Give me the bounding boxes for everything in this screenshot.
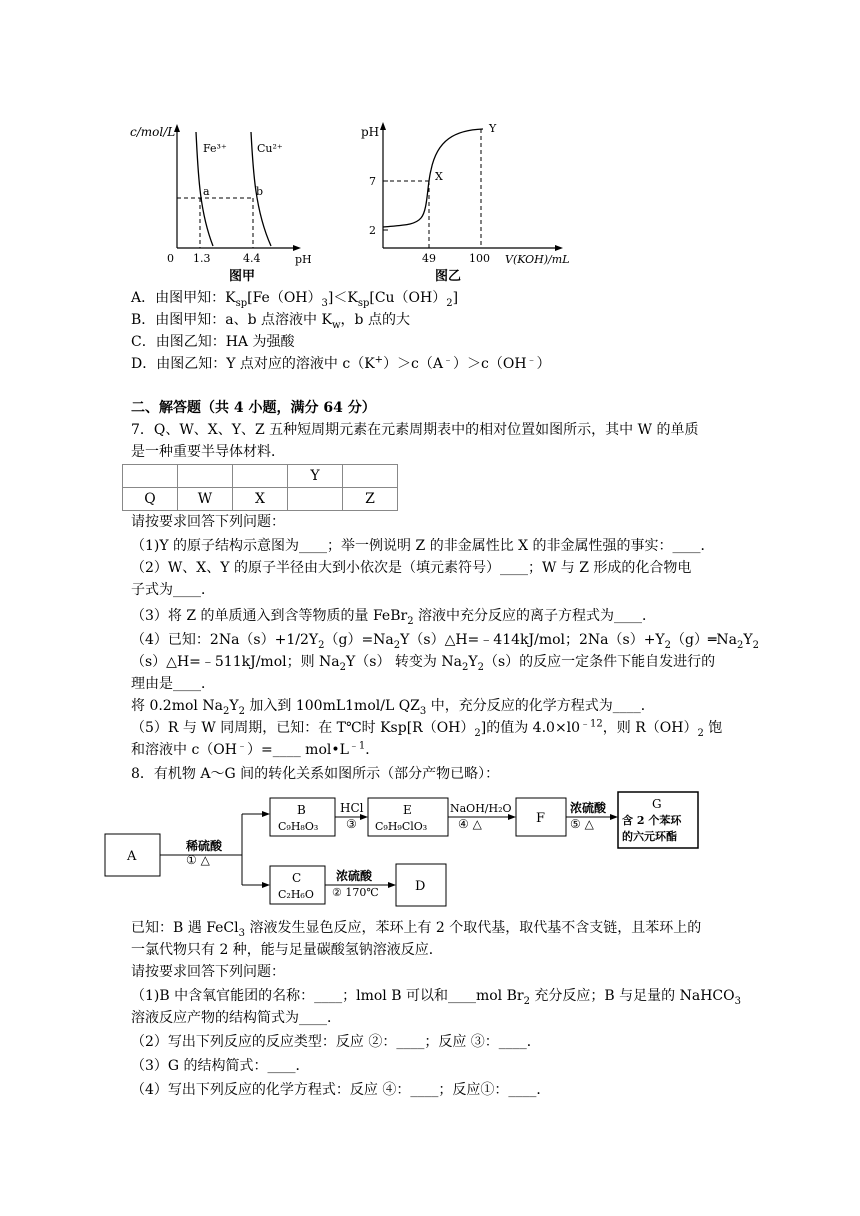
q8-stem: 8．有机物 A～G 间的转化关系如图所示（部分产物已略）：	[131, 766, 500, 782]
arrowhead-f	[508, 814, 516, 820]
jia-origin: 0	[167, 252, 174, 265]
q8-known-1: 已知：B 遇 FeCl$_3$ 溶液发生显色反应，苯环上有 2 个取代基，取代基不含支链，且苯环上的	[131, 920, 702, 939]
jia-point-b: b	[256, 185, 264, 198]
q7-part-5b: 和溶液中 c（OH﹣）=____ $mol•L^{﹣1}$．	[131, 740, 380, 758]
jia-point-a: a	[203, 185, 210, 198]
yi-ylabel: pH	[361, 125, 380, 139]
r3-condition: ③	[346, 817, 357, 831]
yi-y-arrow	[380, 122, 386, 130]
jia-label-fe: Fe³⁺	[203, 142, 227, 155]
q8-known-2: 一氯代物只有 2 种，能与足量碳酸氢钠溶液反应．	[131, 942, 443, 958]
q7-part-1: （1)Y 的原子结构示意图为____；举一例说明 Z 的非金属性比 X 的非金属性强的事实：____．	[131, 538, 715, 554]
q7-part-4c: 理由是____．	[131, 676, 215, 692]
table-cell: W	[178, 488, 233, 511]
q7-part-4d: 将 0.2mol $Na_2Y_2$ 加入到 100mL1mol/L $QZ_3$ 中，充分反应的化学方程式为____．	[131, 698, 655, 717]
r4-condition: ④ △	[458, 817, 482, 831]
q7-stem-2: 是一种重要半导体材料．	[131, 444, 285, 460]
q7-part-3: （3）将 Z 的单质通入到含等物质的量 FeBr$_2$ 溶液中充分反应的离子方程式为____．	[131, 608, 657, 627]
conversion-diagram	[100, 788, 720, 908]
r1-reagent: 稀硫酸	[186, 839, 223, 853]
box-d-label: D	[415, 879, 426, 894]
r2-reagent: 浓硫酸	[336, 869, 373, 883]
yi-xtick-100: 100	[469, 252, 490, 265]
arrowhead-d	[388, 882, 396, 888]
yi-point-x: X	[435, 170, 443, 183]
q8-part-2: （2）写出下列反应的反应类型：反应 ②：____；反应 ③：____．	[131, 1034, 541, 1050]
q7-stem-1: 7．Q、W、X、Y、Z 五种短周期元素在元素周期表中的相对位置如图所示，其中 W 的单质	[131, 422, 699, 438]
q8-part-1b: 溶液反应产物的结构简式为____．	[131, 1010, 341, 1026]
q7-intro: 请按要求回答下列问题：	[131, 514, 285, 530]
box-e-formula: C₉H₉ClO₃	[375, 820, 428, 833]
jia-label-cu: Cu²⁺	[257, 142, 283, 155]
q7-part-2a: （2）W、X、Y 的原子半径由大到小依次是（填元素符号）____；W 与 Z 形成的化合物电	[131, 560, 692, 576]
arrowhead-e	[360, 814, 368, 820]
jia-tick-2: 4.4	[243, 252, 261, 265]
q7-part-4a: （4）已知：$2Na(s)+1/2Y_2(g)=Na_2Y(s)\triangle H=﹣414kJ$/mol；$2Na(s)+Y_2(g)═Na_2Y_2$	[131, 632, 760, 651]
box-c-formula: C₂H₆O	[278, 888, 314, 901]
table-cell: Y	[288, 465, 343, 488]
q7-part-4b: （s）△H=﹣511kJ/mol；则 $Na_2Y(s)$ 转变为 $Na_2Y_2(s)$的反应一定条件下能自发进行的	[131, 654, 716, 673]
yi-xlabel: V(KOH)/mL	[505, 253, 570, 266]
yi-ytick-2: 2	[369, 224, 376, 237]
table-cell	[178, 465, 233, 488]
arrowhead-c	[262, 882, 270, 888]
r4-reagent: NaOH/H₂O	[450, 802, 512, 815]
yi-titration-curve	[383, 129, 483, 227]
table-cell: Z	[343, 488, 398, 511]
jia-caption: 图甲	[229, 269, 256, 284]
yi-caption: 图乙	[435, 269, 462, 284]
jia-x-arrow	[293, 245, 301, 251]
box-g-desc-2: 的六元环酯	[622, 830, 677, 843]
section-heading: 二、解答题（共 4 小题，满分 64 分）	[131, 400, 376, 416]
q7-part-5a: （5）R 与 W 同周期，已知：在 T℃时 $Ksp[R(OH)_2]$的值为 $4.0\times l0^{﹣12}$，则 $R(OH)_2$ 饱	[131, 718, 723, 739]
arrowhead-g	[610, 814, 618, 820]
box-f-label: F	[536, 811, 546, 826]
q8-part-1a: （1)B 中含氧官能团的名称：____；lmol B 可以和____mol $Br_2$ 充分反应；B 与足量的 NaHCO$_3$	[131, 988, 741, 1007]
r5-reagent: 浓硫酸	[570, 801, 607, 815]
option-c: C．由图乙知：HA 为强酸	[131, 334, 295, 350]
r2-condition: ② 170℃	[332, 886, 379, 899]
option-b: B．由图甲知：a、b 点溶液中 $K_w$，b 点的大	[131, 312, 410, 331]
option-d: D．由图乙知：Y 点对应的溶液中 c（K+）＞c（A﹣）＞c（OH﹣）	[131, 354, 551, 372]
table-cell	[233, 465, 288, 488]
box-b-label: B	[297, 803, 306, 817]
box-e-label: E	[403, 803, 412, 817]
box-g-label: G	[652, 797, 662, 811]
table-cell	[123, 465, 178, 488]
table-cell: X	[233, 488, 288, 511]
q8-part-3: （3）G 的结构简式：____．	[131, 1058, 310, 1074]
r5-condition: ⑤ △	[570, 817, 594, 831]
q7-part-2b: 子式为____．	[131, 582, 215, 598]
table-cell	[288, 488, 343, 511]
box-a-label: A	[127, 849, 137, 864]
jia-ylabel: c/mol/L	[130, 125, 176, 139]
periodic-table-fragment	[122, 464, 398, 511]
box-c-label: C	[292, 871, 302, 885]
r1-condition: ① △	[186, 853, 210, 867]
yi-x-arrow	[555, 245, 563, 251]
q8-intro: 请按要求回答下列问题：	[131, 964, 285, 980]
table-row	[123, 465, 398, 488]
yi-ytick-7: 7	[369, 175, 376, 188]
table-cell	[343, 465, 398, 488]
box-g-desc-1: 含 2 个苯环	[622, 814, 682, 827]
q8-part-4: （4）写出下列反应的化学方程式：反应 ④：____；反应①：____．	[131, 1082, 551, 1098]
box-b-formula: C₉H₈O₃	[278, 820, 319, 833]
arrowhead-b	[262, 811, 270, 817]
jia-xlabel: pH	[295, 253, 312, 266]
figure-yi	[355, 100, 575, 285]
r3-reagent: HCl	[340, 801, 364, 815]
table-cell: Q	[123, 488, 178, 511]
yi-xtick-49: 49	[422, 252, 436, 265]
figure-jia	[125, 100, 320, 285]
jia-tick-1: 1.3	[193, 252, 211, 265]
yi-point-y: Y	[489, 122, 497, 135]
option-a: A．由图甲知：$K_{sp}[Fe(OH)_3]<K_{sp}[Cu(OH)_2]$	[131, 290, 459, 309]
table-row	[123, 488, 398, 511]
